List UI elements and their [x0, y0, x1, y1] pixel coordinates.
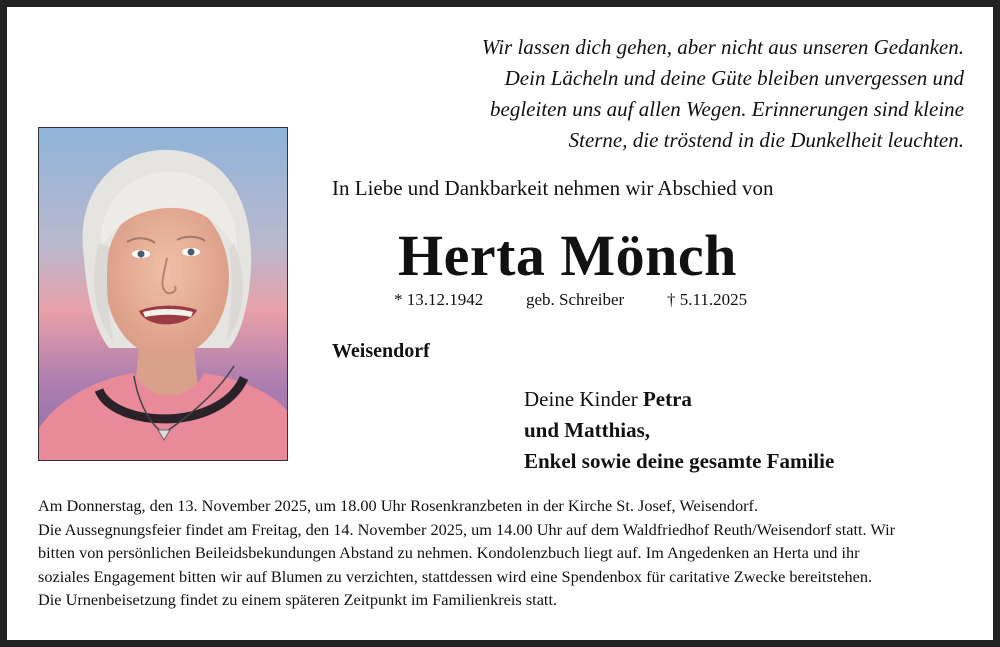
- poem-line: Sterne, die tröstend in die Dunkelheit leuchten.: [568, 128, 964, 152]
- deceased-name: Herta Mönch: [398, 223, 737, 288]
- body-line: Am Donnerstag, den 13. November 2025, um 18.00 Uhr Rosenkranzbeten in der Kirche St. Josef, Weisendorf.: [38, 496, 759, 515]
- poem-line: Dein Lächeln und deine Güte bleiben unvergessen und: [504, 66, 964, 90]
- poem-line: begleiten uns auf allen Wegen. Erinnerungen sind kleine: [490, 97, 964, 121]
- poem: [344, 32, 964, 156]
- body-line: soziales Engagement bitten wir auf Blumen zu verzichten, stattdessen wird eine Spendenbox für caritative Zwecke bereitstehen.: [38, 566, 873, 586]
- mourners-line-1: [524, 384, 834, 415]
- body-line: bitten von persönlichen Beileidsbekundungen Abstand zu nehmen. Kondolenzbuch liegt auf. Im Angedenken an Herta und ihr: [38, 543, 860, 562]
- service-details: [38, 494, 968, 612]
- mourners-line-2: und Matthias,: [524, 418, 651, 442]
- mourners-prefix: Deine Kinder: [524, 387, 643, 411]
- mourners-list: [524, 384, 834, 477]
- place-name: Weisendorf: [332, 340, 430, 362]
- mourners-line-3: Enkel sowie deine gesamte Familie: [524, 449, 835, 473]
- mourner-name: Petra: [642, 387, 692, 411]
- body-line: Die Urnenbeisetzung findet zu einem späteren Zeitpunkt im Familienkreis statt.: [38, 590, 558, 609]
- maiden-name: geb. Schreiber: [526, 290, 625, 309]
- farewell-intro: In Liebe und Dankbarkeit nehmen wir Abschied von: [332, 176, 774, 200]
- birth-date: * 13.12.1942: [394, 290, 484, 309]
- body-line: Die Aussegnungsfeier findet am Freitag, den 14. November 2025, um 14.00 Uhr auf dem Waldfriedhof Reuth/Weisendorf statt. Wir: [38, 519, 896, 539]
- portrait-image: [39, 128, 288, 461]
- poem-line: Wir lassen dich gehen, aber nicht aus unseren Gedanken.: [481, 35, 964, 59]
- portrait-photo: [38, 127, 288, 461]
- death-date: † 5.11.2025: [667, 290, 748, 309]
